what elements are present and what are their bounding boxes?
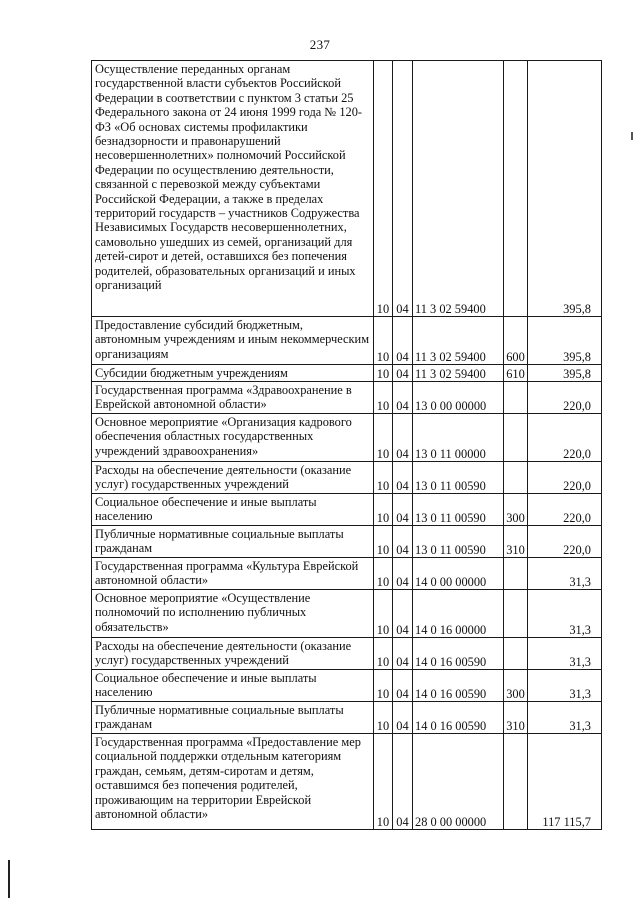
- row-target-article: 13 0 00 00000: [413, 382, 504, 414]
- row-subsection: 04: [393, 526, 413, 558]
- row-name: Публичные нормативные социальные выплаты гражданам: [92, 702, 374, 734]
- row-subsection: 04: [393, 558, 413, 590]
- table-row: [92, 702, 602, 734]
- row-amount: 117 115,7: [528, 734, 602, 830]
- row-name: Государственная программа «Культура Еврейской автономной области»: [92, 558, 374, 590]
- row-subsection: 04: [393, 382, 413, 414]
- table-row: [92, 590, 602, 638]
- row-name: Расходы на обеспечение деятельности (оказание услуг) государственных учреждений: [92, 638, 374, 670]
- row-subsection: 04: [393, 670, 413, 702]
- table-row: [92, 638, 602, 670]
- row-name: Социальное обеспечение и иные выплаты населению: [92, 670, 374, 702]
- row-amount: 220,0: [528, 382, 602, 414]
- row-subsection: 04: [393, 638, 413, 670]
- row-section: 10: [374, 526, 393, 558]
- row-expense-type: 300: [504, 670, 528, 702]
- table-row: [92, 382, 602, 414]
- row-expense-type: [504, 638, 528, 670]
- row-target-article: 28 0 00 00000: [413, 734, 504, 830]
- row-amount: 31,3: [528, 670, 602, 702]
- table-row: [92, 734, 602, 830]
- budget-table: [91, 60, 602, 830]
- row-target-article: 14 0 00 00000: [413, 558, 504, 590]
- row-expense-type: [504, 462, 528, 494]
- row-name: Осуществление переданных органам государственной власти субъектов Российской Федерации в соответствии с пунктом 3 статьи 25 Федерального закона от 24 июня 1999 года № 120-ФЗ «Об основах системы профилактики безнадзорности и правонарушений несовершеннолетних» полномочий Российской Федерации по осуществлению деятельности, связанной с перевозкой между субъектами Российской Федерации, а также в пределах территорий государств – участников Содружества Независимых Государств несовершеннолетних, самовольно ушедших из семей, организаций для детей-сирот и детей, оставшихся без попечения родителей, образовательных организаций и иных организаций: [92, 61, 374, 317]
- row-amount: 31,3: [528, 638, 602, 670]
- row-expense-type: [504, 734, 528, 830]
- row-target-article: 13 0 11 00590: [413, 526, 504, 558]
- row-amount: 220,0: [528, 526, 602, 558]
- row-name: Государственная программа «Предоставление мер социальной поддержки отдельным категориям граждан, семьям, детям-сиротам и детям, оставшимся без попечения родителей, проживающим на территории Еврейской автономной области»: [92, 734, 374, 830]
- row-target-article: 13 0 11 00590: [413, 494, 504, 526]
- row-subsection: 04: [393, 462, 413, 494]
- row-section: 10: [374, 734, 393, 830]
- row-expense-type: 610: [504, 365, 528, 382]
- row-subsection: 04: [393, 494, 413, 526]
- row-name: Субсидии бюджетным учреждениям: [92, 365, 374, 382]
- row-amount: 220,0: [528, 414, 602, 462]
- row-expense-type: [504, 414, 528, 462]
- row-target-article: 11 3 02 59400: [413, 317, 504, 365]
- row-amount: 31,3: [528, 702, 602, 734]
- row-amount: 31,3: [528, 590, 602, 638]
- row-target-article: 13 0 11 00590: [413, 462, 504, 494]
- row-target-article: 11 3 02 59400: [413, 61, 504, 317]
- row-section: 10: [374, 61, 393, 317]
- row-target-article: 11 3 02 59400: [413, 365, 504, 382]
- row-expense-type: [504, 558, 528, 590]
- row-subsection: 04: [393, 734, 413, 830]
- row-section: 10: [374, 638, 393, 670]
- row-section: 10: [374, 494, 393, 526]
- row-amount: 220,0: [528, 462, 602, 494]
- row-target-article: 14 0 16 00590: [413, 670, 504, 702]
- row-name: Государственная программа «Здравоохранение в Еврейской автономной области»: [92, 382, 374, 414]
- row-expense-type: [504, 61, 528, 317]
- row-section: 10: [374, 670, 393, 702]
- row-subsection: 04: [393, 414, 413, 462]
- scan-edge-mark: [8, 860, 10, 898]
- table-row: [92, 365, 602, 382]
- row-expense-type: 300: [504, 494, 528, 526]
- table-row: [92, 414, 602, 462]
- row-target-article: 14 0 16 00590: [413, 702, 504, 734]
- page-number: 237: [309, 37, 331, 52]
- row-section: 10: [374, 317, 393, 365]
- row-name: Социальное обеспечение и иные выплаты населению: [92, 494, 374, 526]
- table-row: [92, 494, 602, 526]
- row-amount: 395,8: [528, 317, 602, 365]
- row-expense-type: 310: [504, 526, 528, 558]
- row-name: Основное мероприятие «Организация кадрового обеспечения областных государственных учреждений здравоохранения»: [92, 414, 374, 462]
- row-name: Предоставление субсидий бюджетным, автономным учреждениям и иным некоммерческим организациям: [92, 317, 374, 365]
- row-amount: 395,8: [528, 61, 602, 317]
- table-row: [92, 317, 602, 365]
- row-subsection: 04: [393, 317, 413, 365]
- row-expense-type: 600: [504, 317, 528, 365]
- row-subsection: 04: [393, 61, 413, 317]
- row-expense-type: [504, 382, 528, 414]
- row-section: 10: [374, 382, 393, 414]
- scan-edge-tick: [631, 132, 633, 140]
- row-section: 10: [374, 365, 393, 382]
- row-target-article: 13 0 11 00000: [413, 414, 504, 462]
- table-row: [92, 670, 602, 702]
- row-subsection: 04: [393, 702, 413, 734]
- row-section: 10: [374, 414, 393, 462]
- row-name: Расходы на обеспечение деятельности (оказание услуг) государственных учреждений: [92, 462, 374, 494]
- row-amount: 395,8: [528, 365, 602, 382]
- row-amount: 31,3: [528, 558, 602, 590]
- table-row: [92, 526, 602, 558]
- row-section: 10: [374, 558, 393, 590]
- row-target-article: 14 0 16 00590: [413, 638, 504, 670]
- row-subsection: 04: [393, 365, 413, 382]
- row-section: 10: [374, 462, 393, 494]
- table-row: [92, 61, 602, 317]
- row-amount: 220,0: [528, 494, 602, 526]
- row-expense-type: [504, 590, 528, 638]
- row-section: 10: [374, 702, 393, 734]
- table-row: [92, 558, 602, 590]
- row-name: Публичные нормативные социальные выплаты гражданам: [92, 526, 374, 558]
- row-target-article: 14 0 16 00000: [413, 590, 504, 638]
- row-name: Основное мероприятие «Осуществление полномочий по исполнению публичных обязательств»: [92, 590, 374, 638]
- table-row: [92, 462, 602, 494]
- row-expense-type: 310: [504, 702, 528, 734]
- row-subsection: 04: [393, 590, 413, 638]
- row-section: 10: [374, 590, 393, 638]
